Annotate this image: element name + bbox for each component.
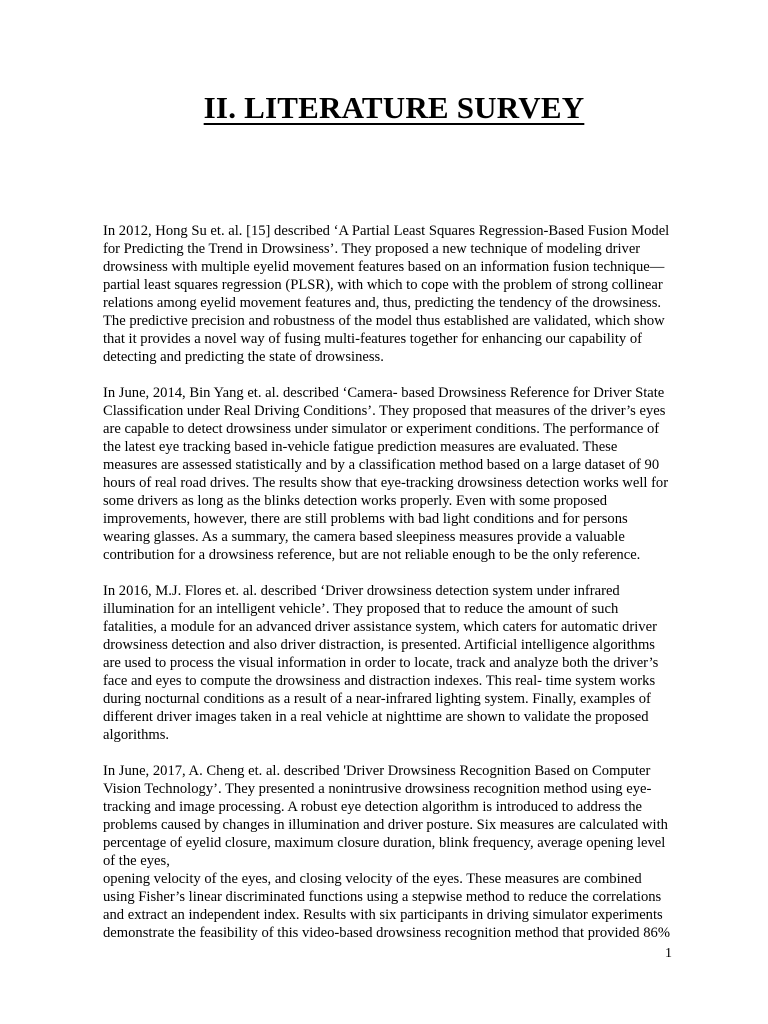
paragraph-line: In June, 2014, Bin Yang et. al. described ‘Camera- based Drowsiness Reference for Driver State	[103, 385, 665, 401]
paragraph-line: during nocturnal conditions as a result of a near-infrared lighting system. Finally, examples of	[103, 691, 651, 707]
page-title-text: II. LITERATURE SURVEY	[203, 90, 585, 125]
paragraph-line: of the eyes,	[103, 853, 170, 869]
paragraph-line: detecting and predicting the state of drowsiness.	[103, 349, 384, 365]
paragraph-line: hours of real road drives. The results show that eye-tracking drowsiness detection works well for	[103, 475, 669, 491]
paragraph	[103, 222, 693, 366]
paragraph	[103, 762, 693, 942]
paragraph-line: using Fisher’s linear discriminated functions using a stepwise method to reduce the correlations	[103, 889, 662, 905]
paragraph-line: are used to process the visual information in order to locate, track and analyze both the driver’s	[103, 655, 659, 671]
paragraph-line: Vision Technology’. They presented a nonintrusive drowsiness recognition method using eye-	[103, 781, 652, 797]
document-body	[103, 222, 693, 960]
paragraph-line: drowsiness with multiple eyelid movement features based on an information fusion technique—	[103, 259, 665, 275]
paragraph-line: for Predicting the Trend in Drowsiness’. They proposed a new technique of modeling driver	[103, 241, 641, 257]
paragraph-line: tracking and image processing. A robust eye detection algorithm is introduced to address the	[103, 799, 643, 815]
paragraph-line: demonstrate the feasibility of this video-based drowsiness recognition method that provided 86%	[103, 925, 671, 941]
paragraph-line: are capable to detect drowsiness under simulator or experiment conditions. The performance of	[103, 421, 660, 437]
paragraph-line: In June, 2017, A. Cheng et. al. described 'Driver Drowsiness Recognition Based on Computer	[103, 763, 651, 779]
paragraph-line: face and eyes to compute the drowsiness and distraction indexes. This real- time system works	[103, 673, 656, 689]
paragraph-line: illumination for an intelligent vehicle’. They proposed that to reduce the amount of such	[103, 601, 619, 617]
paragraph-line: percentage of eyelid closure, maximum closure duration, blink frequency, average opening level	[103, 835, 666, 851]
paragraph-line: problems caused by changes in illumination and driver posture. Six measures are calculated with	[103, 817, 668, 833]
paragraph-line: partial least squares regression (PLSR), with which to cope with the problem of strong collinear	[103, 277, 663, 293]
paragraph-line: Classification under Real Driving Conditions’. They proposed that measures of the driver’s eyes	[103, 403, 666, 419]
paragraph-line: relations among eyelid movement features and, thus, predicting the tendency of the drowsiness.	[103, 295, 662, 311]
paragraph-line: improvements, however, there are still problems with bad light conditions and for persons	[103, 511, 628, 527]
paragraph-line: The predictive precision and robustness of the model thus established are validated, which show	[103, 313, 665, 329]
page-number: 1	[665, 946, 672, 961]
paragraph-line: drowsiness detection and also driver distraction, is presented. Artificial intelligence algorithms	[103, 637, 655, 653]
paragraph-line: In 2016, M.J. Flores et. al. described ‘Driver drowsiness detection system under infrared	[103, 583, 620, 599]
paragraph-line: algorithms.	[103, 727, 170, 743]
paragraph	[103, 384, 693, 564]
paragraph-line: wearing glasses. As a summary, the camera based sleepiness measures provide a valuable	[103, 529, 625, 545]
page-title	[0, 88, 768, 128]
paragraph-line: that it provides a novel way of fusing multi-features together for enhancing our capability of	[103, 331, 642, 347]
paragraph-line: and extract an independent index. Results with six participants in driving simulator experiments	[103, 907, 663, 923]
paragraph-line: fatalities, a module for an advanced driver assistance system, which caters for automatic driver	[103, 619, 657, 635]
paragraph	[103, 582, 693, 744]
paragraph-line: measures are assessed statistically and by a classification method based on a large dataset of 90	[103, 457, 660, 473]
paragraph-line: the latest eye tracking based in-vehicle fatigue prediction measures are evaluated. These	[103, 439, 618, 455]
paragraph-line: In 2012, Hong Su et. al. [15] described ‘A Partial Least Squares Regression-Based Fusion Model	[103, 223, 670, 239]
paragraph-line: opening velocity of the eyes, and closing velocity of the eyes. These measures are combined	[103, 871, 642, 887]
paragraph-line: different driver images taken in a real vehicle at nighttime are shown to validate the proposed	[103, 709, 649, 725]
paragraph-line: some drivers as long as the blinks detection works properly. Even with some proposed	[103, 493, 608, 509]
paragraph-line: contribution for a drowsiness reference, but are not reliable enough to be the only reference.	[103, 547, 641, 563]
